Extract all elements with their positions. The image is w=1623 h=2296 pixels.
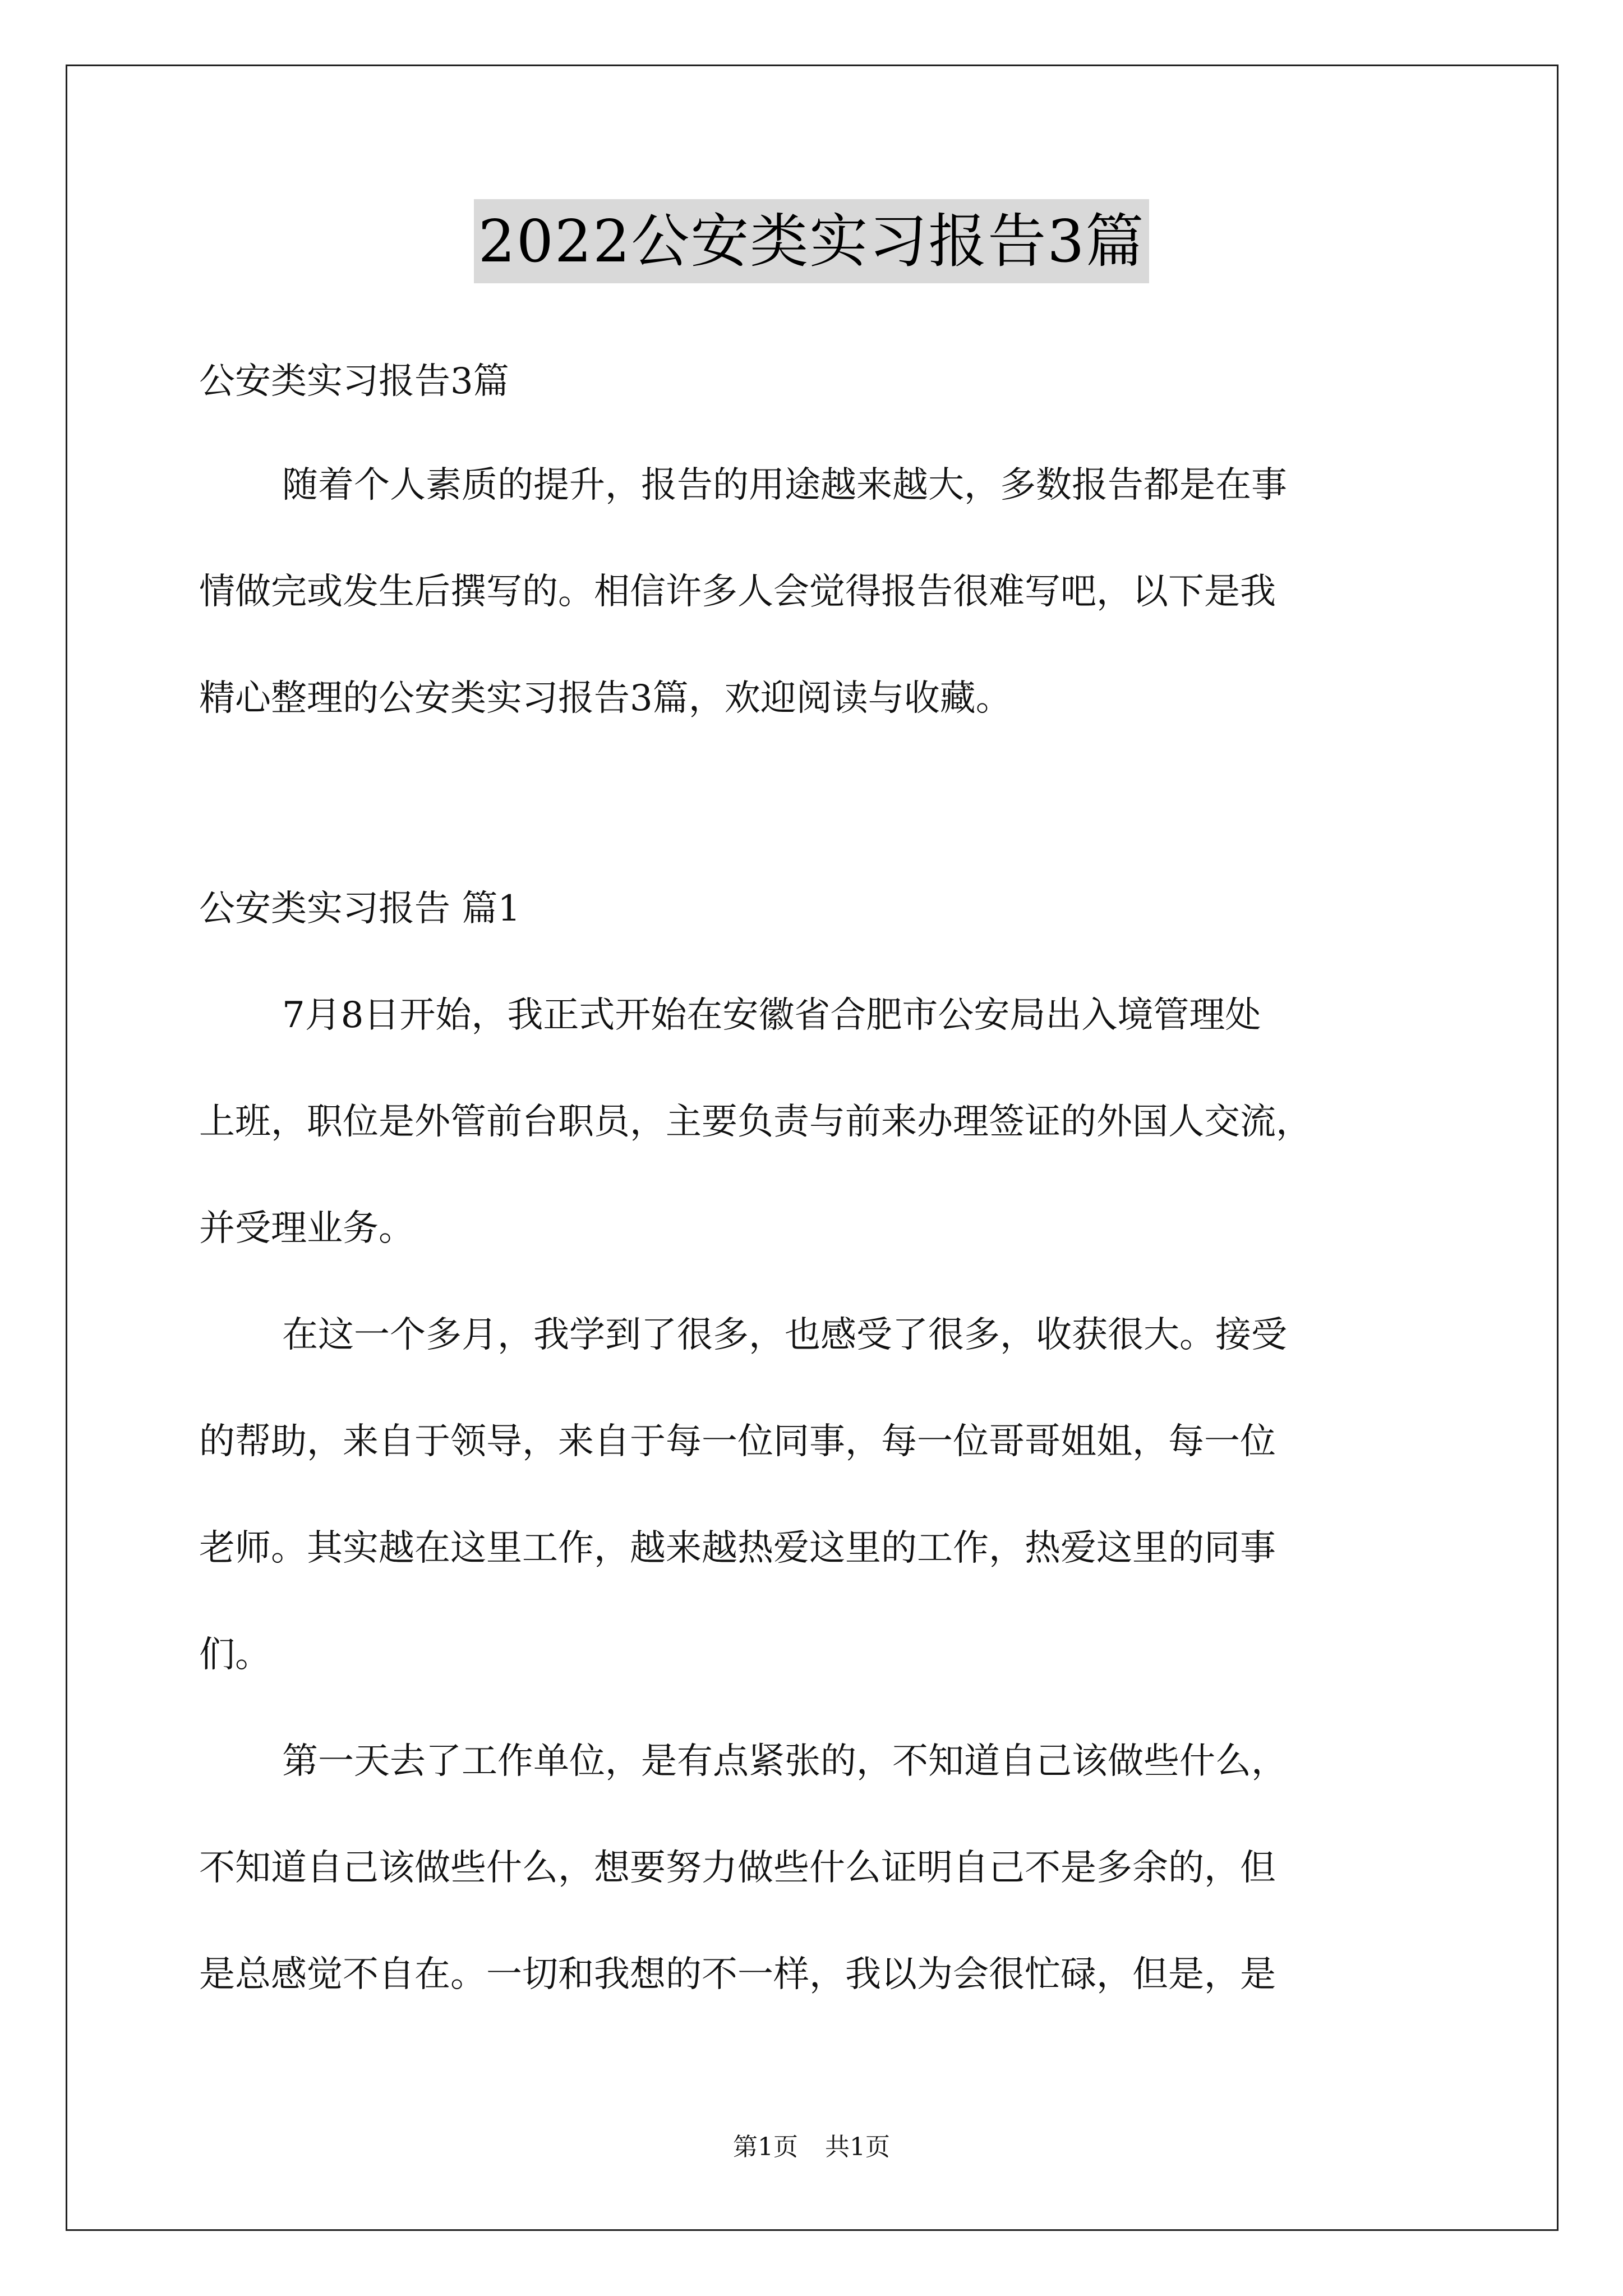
page-total: 共1页 [825,2133,890,2161]
paragraph-1-line-3: 并受理业务。 [199,1208,414,1249]
paragraph-3-line-1: 第一天去了工作单位，是有点紧张的，不知道自己该做些什么， [282,1741,1287,1782]
paragraph-2-line-2: 的帮助，来自于领导，来自于每一位同事，每一位哥哥姐姐，每一位 [199,1421,1276,1462]
paragraph-3-line-3: 是总感觉不自在。一切和我想的不一样，我以为会很忙碌，但是，是 [199,1954,1276,1995]
document-title: 2022公安类实习报告3篇 [474,199,1150,283]
paragraph-1-line-2: 上班，职位是外管前台职员，主要负责与前来办理签证的外国人交流， [199,1101,1312,1143]
intro-line-2: 情做完或发生后撰写的。相信许多人会觉得报告很难写吧，以下是我 [199,571,1276,613]
page-footer [0,2131,1623,2164]
title-container [0,199,1623,283]
paragraph-2-line-1: 在这一个多月，我学到了很多，也感受了很多，收获很大。接受 [282,1314,1287,1356]
page-number: 第1页 [733,2133,798,2161]
subtitle-line: 公安类实习报告3篇 [199,361,509,402]
section-heading: 公安类实习报告 篇1 [199,888,521,930]
intro-line-1: 随着个人素质的提升，报告的用途越来越大，多数报告都是在事 [282,464,1287,506]
paragraph-2-line-4: 们。 [199,1634,271,1676]
intro-line-3: 精心整理的公安类实习报告3篇，欢迎阅读与收藏。 [199,678,1012,719]
paragraph-1-line-1: 7月8日开始，我正式开始在安徽省合肥市公安局出入境管理处 [282,995,1261,1036]
paragraph-3-line-2: 不知道自己该做些什么，想要努力做些什么证明自己不是多余的，但 [199,1847,1276,1889]
paragraph-2-line-3: 老师。其实越在这里工作，越来越热爱这里的工作，热爱这里的同事 [199,1527,1276,1569]
